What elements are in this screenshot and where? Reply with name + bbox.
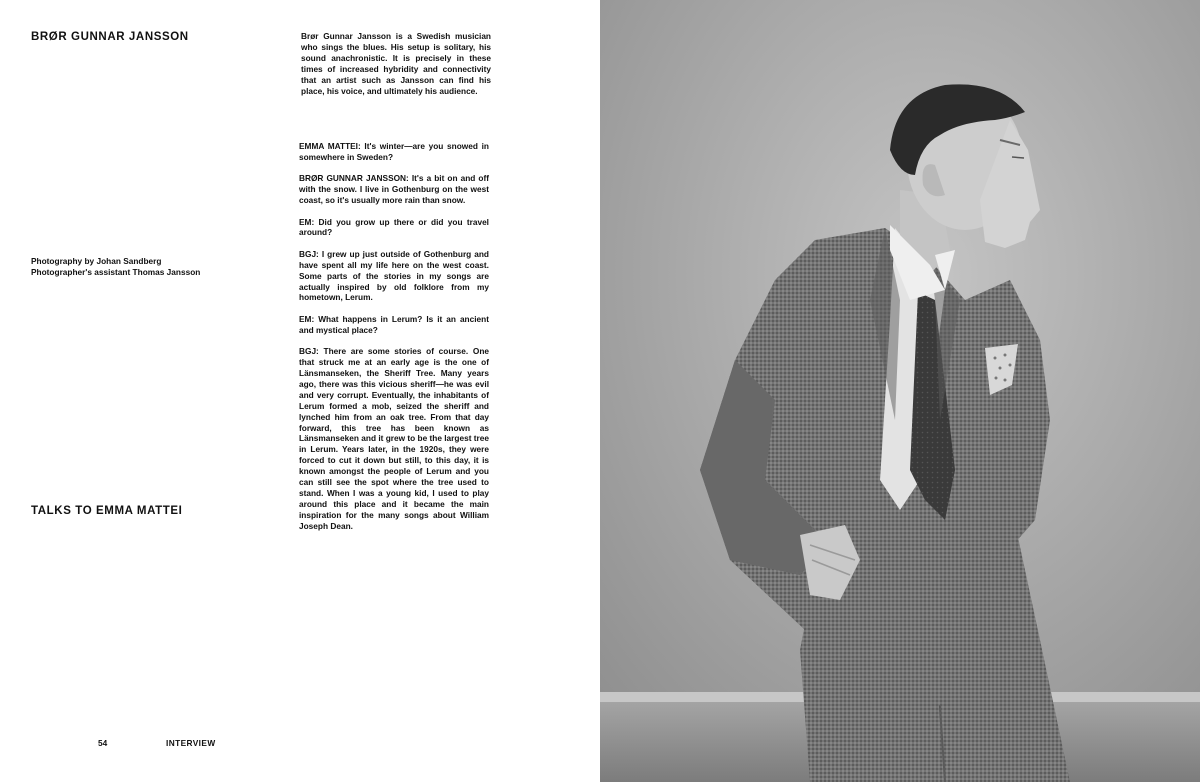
intro-paragraph: Brør Gunnar Jansson is a Swedish musician who sings the blues. His setup is solitary, his sound anachronistic. It is precisely in these times of increased hybridity and connectivity that an artist such as Jansson can find his place, his voice, and ultimately his audience. [301,31,491,96]
page-number: 54 [98,738,108,748]
portrait-photo-illustration [600,0,1200,782]
interview-paragraph: EMMA MATTEI: It's winter—are you snowed in somewhere in Sweden? [299,141,489,162]
section-label: INTERVIEW [166,738,216,748]
interview-paragraph: EM: What happens in Lerum? Is it an ancient and mystical place? [299,313,489,335]
interview-paragraph: BGJ: There are some stories of course. One that struck me at an early age is the one of Länsmanseken, the Sheriff Tree. Many years ago, there was this vicious sheriff—he was evil and very corrupt. Eventually, the inhabitants of Lerum formed a mob, seized the sheriff and lynched him from an oak tree. From that day forward, this tree has been known as Länsmanseken and it grew to be the largest tree in Lerum. Years later, in the 1920s, they were forced to cut it down but still, to this day, it is known amongst the people of Lerum and you can still see the spot where the tree used to stand. When I was a young kid, I used to play around this place and it became the main inspiration for the many songs about William Joseph Dean. [299,346,489,531]
photo-credits [31,256,200,278]
assistant-credit: Photographer's assistant Thomas Jansson [31,267,201,277]
interview-body [299,141,489,542]
interview-paragraph: BGJ: I grew up just outside of Gothenburg and have spent all my life here on the west coast. Some parts of the stories in my songs are actually inspired by old folklore from my hometown, Lerum. [299,248,489,303]
article-title: BRØR GUNNAR JANSSON [31,31,189,43]
photography-credit: Photography by Johan Sandberg [31,256,162,266]
article-subtitle: TALKS TO EMMA MATTEI [31,505,183,517]
interview-paragraph: BRØR GUNNAR JANSSON: It's a bit on and off with the snow. I live in Gothenburg on the west coast, so it's usually more rain than snow. [299,173,489,206]
portrait-photo [600,0,1200,782]
interview-paragraph: EM: Did you grow up there or did you travel around? [299,216,489,238]
